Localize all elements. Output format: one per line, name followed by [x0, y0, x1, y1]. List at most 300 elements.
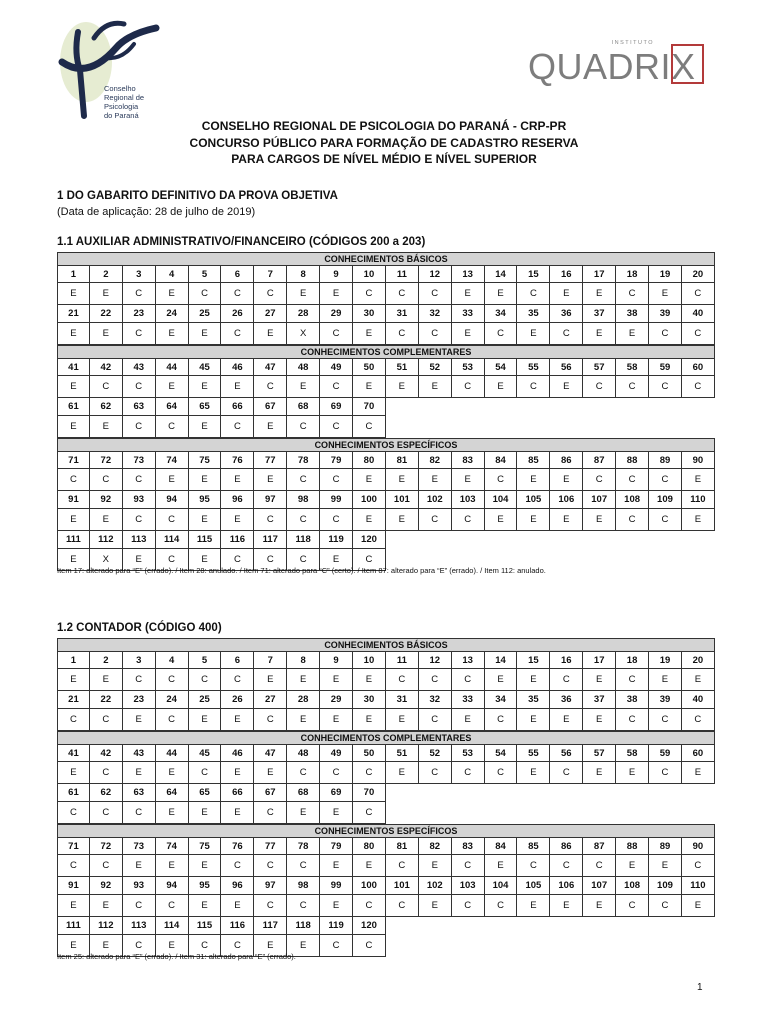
question-number-cell: 104	[485, 491, 518, 509]
header-line-1: CONSELHO REGIONAL DE PSICOLOGIA DO PARANÁ - CRP-PR	[201, 119, 567, 133]
page-number: 1	[697, 982, 703, 993]
answer-cell: C	[156, 895, 189, 917]
answer-cell: C	[616, 669, 649, 691]
answer-cell: C	[156, 509, 189, 531]
question-number-cell: 94	[156, 877, 189, 895]
answer-cell: E	[353, 509, 386, 531]
answer-cell: C	[682, 283, 715, 305]
answer-cell: C	[353, 549, 386, 571]
answer-cell: C	[485, 762, 518, 784]
question-number-cell: 56	[550, 358, 583, 376]
question-number-cell: 73	[123, 837, 156, 855]
answer-row	[57, 895, 715, 917]
answer-cell: C	[156, 709, 189, 731]
answer-cell: C	[320, 469, 353, 491]
answer-cell: E	[550, 709, 583, 731]
answer-cell: C	[123, 509, 156, 531]
question-number-cell: 69	[320, 398, 353, 416]
answer-cell: C	[221, 283, 254, 305]
question-number-cell: 89	[649, 837, 682, 855]
question-number-cell: 37	[583, 305, 616, 323]
answer-cell: C	[419, 762, 452, 784]
question-number-cell: 53	[452, 744, 485, 762]
answer-cell: C	[682, 376, 715, 398]
answer-cell: E	[57, 416, 90, 438]
answer-cell: E	[189, 549, 222, 571]
question-number-cell: 72	[90, 837, 123, 855]
question-number-cell: 1	[57, 651, 90, 669]
question-number-cell: 40	[682, 305, 715, 323]
answer-cell: E	[57, 935, 90, 957]
answer-cell: E	[221, 509, 254, 531]
answer-cell: C	[419, 323, 452, 345]
answer-cell: C	[485, 895, 518, 917]
answer-cell: E	[254, 323, 287, 345]
question-number-cell: 24	[156, 305, 189, 323]
question-number-cell: 120	[353, 531, 386, 549]
answer-cell: E	[189, 323, 222, 345]
question-number-cell: 41	[57, 744, 90, 762]
question-number-cell: 117	[254, 917, 287, 935]
answer-cell: E	[419, 895, 452, 917]
question-number-cell: 10	[353, 265, 386, 283]
answer-cell: E	[583, 283, 616, 305]
question-number-cell: 15	[517, 651, 550, 669]
sub1-note: Item 17: alterado para “E” (errado). / Item 28: anulado. / Item 71: alterado para “C” (certo). / Item 87: alterado para “E” (errado). / Item 112: anulado.	[57, 566, 546, 575]
question-number-cell: 113	[123, 531, 156, 549]
question-number-cell: 77	[254, 837, 287, 855]
answer-cell: E	[583, 709, 616, 731]
question-number-cell: 26	[221, 305, 254, 323]
question-number-cell: 25	[189, 691, 222, 709]
answer-cell: C	[287, 549, 320, 571]
section-band-especificos: CONHECIMENTOS ESPECÍFICOS	[57, 438, 715, 451]
question-number-cell: 4	[156, 265, 189, 283]
question-number-cell: 35	[517, 691, 550, 709]
question-number-row	[57, 651, 715, 669]
answer-cell: C	[57, 709, 90, 731]
question-number-cell: 49	[320, 744, 353, 762]
section-subtitle: (Data de aplicação: 28 de julho de 2019)	[57, 206, 256, 218]
answer-cell: E	[517, 669, 550, 691]
question-number-cell: 58	[616, 358, 649, 376]
answer-cell: C	[221, 669, 254, 691]
answer-cell: C	[419, 509, 452, 531]
answer-cell: C	[616, 709, 649, 731]
question-number-cell: 18	[616, 651, 649, 669]
question-number-cell: 97	[254, 491, 287, 509]
question-number-cell: 11	[386, 265, 419, 283]
question-number-cell: 64	[156, 398, 189, 416]
answer-cell: C	[452, 376, 485, 398]
question-number-cell: 16	[550, 265, 583, 283]
answer-cell: E	[320, 802, 353, 824]
question-number-cell: 14	[485, 265, 518, 283]
answer-row	[57, 283, 715, 305]
answer-cell: C	[353, 802, 386, 824]
question-number-cell: 44	[156, 358, 189, 376]
answer-cell: C	[386, 283, 419, 305]
answer-cell: C	[221, 935, 254, 957]
question-number-cell: 90	[682, 837, 715, 855]
answer-cell: E	[452, 283, 485, 305]
answer-cell: X	[90, 549, 123, 571]
question-number-row	[57, 877, 715, 895]
question-number-cell: 35	[517, 305, 550, 323]
question-number-cell: 66	[221, 398, 254, 416]
answer-cell: E	[583, 509, 616, 531]
answer-cell: C	[649, 709, 682, 731]
answer-cell: C	[189, 935, 222, 957]
answer-cell: E	[386, 709, 419, 731]
question-number-cell: 96	[221, 877, 254, 895]
answer-cell: C	[353, 895, 386, 917]
question-number-cell: 69	[320, 784, 353, 802]
question-number-cell: 73	[123, 451, 156, 469]
answer-cell: C	[682, 709, 715, 731]
question-number-cell: 119	[320, 531, 353, 549]
answer-cell: E	[287, 669, 320, 691]
question-number-cell: 30	[353, 691, 386, 709]
answer-cell: C	[254, 283, 287, 305]
answer-cell: C	[254, 509, 287, 531]
answer-cell: C	[550, 855, 583, 877]
answer-cell: E	[156, 283, 189, 305]
section-band-complementares: CONHECIMENTOS COMPLEMENTARES	[57, 731, 715, 744]
question-number-cell: 98	[287, 877, 320, 895]
question-number-cell: 29	[320, 305, 353, 323]
answer-grid-auxiliar	[57, 252, 715, 571]
answer-cell: C	[419, 709, 452, 731]
question-number-cell: 36	[550, 305, 583, 323]
question-number-cell: 102	[419, 877, 452, 895]
question-number-cell: 77	[254, 451, 287, 469]
answer-cell: E	[189, 802, 222, 824]
answer-cell: C	[57, 855, 90, 877]
question-number-row	[57, 358, 715, 376]
answer-cell: E	[123, 709, 156, 731]
answer-cell: C	[287, 762, 320, 784]
answer-cell: E	[57, 509, 90, 531]
answer-cell: E	[320, 895, 353, 917]
answer-cell: E	[254, 935, 287, 957]
question-number-cell: 100	[353, 491, 386, 509]
crp-logo	[58, 18, 168, 120]
answer-cell: C	[57, 802, 90, 824]
answer-cell: E	[649, 283, 682, 305]
question-number-cell: 97	[254, 877, 287, 895]
answer-cell: C	[616, 469, 649, 491]
answer-cell: E	[90, 283, 123, 305]
question-number-cell: 31	[386, 305, 419, 323]
answer-row	[57, 762, 715, 784]
answer-cell: E	[353, 855, 386, 877]
answer-row	[57, 416, 715, 438]
answer-cell: C	[386, 669, 419, 691]
answer-row	[57, 469, 715, 491]
question-number-cell: 8	[287, 651, 320, 669]
question-number-cell: 112	[90, 917, 123, 935]
answer-cell: E	[156, 855, 189, 877]
question-number-cell: 20	[682, 651, 715, 669]
question-number-cell: 57	[583, 358, 616, 376]
question-number-cell: 29	[320, 691, 353, 709]
answer-cell: E	[221, 802, 254, 824]
answer-cell: E	[254, 669, 287, 691]
answer-cell: E	[156, 802, 189, 824]
question-number-cell: 27	[254, 305, 287, 323]
question-number-cell: 114	[156, 531, 189, 549]
answer-cell: E	[57, 669, 90, 691]
sub2-title: 1.2 CONTADOR (CÓDIGO 400)	[57, 622, 222, 634]
answer-cell: E	[485, 509, 518, 531]
section-band-basicos: CONHECIMENTOS BÁSICOS	[57, 252, 715, 265]
question-number-cell: 115	[189, 531, 222, 549]
answer-cell: E	[123, 762, 156, 784]
answer-cell: E	[419, 376, 452, 398]
question-number-cell: 80	[353, 837, 386, 855]
answer-cell: E	[57, 283, 90, 305]
answer-cell: E	[616, 855, 649, 877]
sub2-note: Item 25: alterado para “E” (errado). / Item 31: alterado para “E” (errado).	[57, 952, 296, 961]
question-number-cell: 54	[485, 358, 518, 376]
question-number-cell: 101	[386, 491, 419, 509]
question-number-cell: 81	[386, 451, 419, 469]
answer-cell: C	[550, 323, 583, 345]
answer-cell: E	[682, 669, 715, 691]
answer-cell: E	[221, 469, 254, 491]
question-number-cell: 116	[221, 917, 254, 935]
question-number-cell: 82	[419, 451, 452, 469]
answer-cell: C	[583, 376, 616, 398]
question-number-cell: 108	[616, 877, 649, 895]
question-number-cell: 112	[90, 531, 123, 549]
answer-cell: E	[254, 469, 287, 491]
answer-cell: E	[221, 895, 254, 917]
answer-cell: C	[452, 762, 485, 784]
question-number-cell: 34	[485, 305, 518, 323]
question-number-cell: 66	[221, 784, 254, 802]
question-number-cell: 2	[90, 651, 123, 669]
answer-cell: C	[517, 855, 550, 877]
question-number-cell: 65	[189, 398, 222, 416]
answer-cell: E	[485, 283, 518, 305]
answer-cell: C	[287, 895, 320, 917]
question-number-cell: 22	[90, 691, 123, 709]
question-number-cell: 13	[452, 651, 485, 669]
question-number-cell: 6	[221, 651, 254, 669]
question-number-cell: 91	[57, 877, 90, 895]
answer-cell: C	[452, 895, 485, 917]
answer-cell: C	[616, 376, 649, 398]
answer-cell: E	[583, 762, 616, 784]
answer-cell: C	[649, 376, 682, 398]
question-number-cell: 45	[189, 358, 222, 376]
question-number-cell: 80	[353, 451, 386, 469]
answer-cell: E	[320, 283, 353, 305]
question-number-cell: 87	[583, 837, 616, 855]
question-number-cell: 11	[386, 651, 419, 669]
answer-cell: E	[452, 709, 485, 731]
section-band-basicos: CONHECIMENTOS BÁSICOS	[57, 638, 715, 651]
question-number-cell: 42	[90, 358, 123, 376]
answer-cell: E	[287, 376, 320, 398]
question-number-cell: 116	[221, 531, 254, 549]
question-number-cell: 17	[583, 265, 616, 283]
question-number-cell: 74	[156, 837, 189, 855]
answer-row	[57, 669, 715, 691]
question-number-cell: 38	[616, 305, 649, 323]
answer-cell: C	[123, 802, 156, 824]
question-number-cell: 93	[123, 491, 156, 509]
question-number-cell: 19	[649, 265, 682, 283]
question-number-cell: 70	[353, 398, 386, 416]
question-number-cell: 41	[57, 358, 90, 376]
question-number-cell: 9	[320, 651, 353, 669]
answer-grid-contador	[57, 638, 715, 957]
answer-cell: E	[221, 709, 254, 731]
question-number-row	[57, 305, 715, 323]
question-number-cell: 58	[616, 744, 649, 762]
answer-cell: C	[90, 469, 123, 491]
question-number-cell: 55	[517, 358, 550, 376]
answer-cell: E	[254, 762, 287, 784]
question-number-cell: 47	[254, 358, 287, 376]
answer-cell: E	[517, 509, 550, 531]
answer-cell: E	[254, 416, 287, 438]
answer-cell: E	[189, 416, 222, 438]
answer-cell: E	[221, 376, 254, 398]
answer-cell: C	[452, 509, 485, 531]
question-number-cell: 3	[123, 651, 156, 669]
question-number-cell: 10	[353, 651, 386, 669]
question-number-cell: 46	[221, 744, 254, 762]
question-number-cell: 18	[616, 265, 649, 283]
question-number-cell: 64	[156, 784, 189, 802]
question-number-cell: 1	[57, 265, 90, 283]
question-number-cell: 61	[57, 784, 90, 802]
answer-cell: E	[156, 376, 189, 398]
answer-cell: C	[649, 469, 682, 491]
question-number-cell: 49	[320, 358, 353, 376]
answer-cell: C	[649, 895, 682, 917]
question-number-cell: 7	[254, 651, 287, 669]
answer-cell: C	[123, 669, 156, 691]
question-number-cell: 32	[419, 691, 452, 709]
answer-cell: E	[517, 762, 550, 784]
answer-cell: E	[419, 469, 452, 491]
question-number-cell: 115	[189, 917, 222, 935]
question-number-cell: 52	[419, 744, 452, 762]
question-number-cell: 72	[90, 451, 123, 469]
question-number-cell: 43	[123, 358, 156, 376]
answer-cell: C	[221, 416, 254, 438]
question-number-cell: 88	[616, 837, 649, 855]
question-number-cell: 3	[123, 265, 156, 283]
answer-cell: E	[221, 762, 254, 784]
answer-cell: E	[189, 469, 222, 491]
answer-cell: E	[90, 509, 123, 531]
document-header	[0, 118, 768, 168]
answer-cell: E	[452, 323, 485, 345]
answer-cell: E	[616, 323, 649, 345]
answer-cell: E	[682, 895, 715, 917]
answer-cell: C	[189, 283, 222, 305]
question-number-cell: 34	[485, 691, 518, 709]
question-number-cell: 30	[353, 305, 386, 323]
answer-cell: C	[90, 802, 123, 824]
answer-cell: E	[57, 323, 90, 345]
question-number-cell: 76	[221, 451, 254, 469]
question-number-cell: 65	[189, 784, 222, 802]
answer-cell: C	[254, 376, 287, 398]
answer-cell: C	[57, 469, 90, 491]
answer-cell: C	[221, 855, 254, 877]
answer-cell: C	[123, 935, 156, 957]
answer-cell: E	[386, 469, 419, 491]
answer-cell: C	[156, 669, 189, 691]
answer-cell: E	[189, 376, 222, 398]
question-number-cell: 27	[254, 691, 287, 709]
question-number-cell: 26	[221, 691, 254, 709]
section-band-especificos: CONHECIMENTOS ESPECÍFICOS	[57, 824, 715, 837]
answer-cell: C	[583, 855, 616, 877]
answer-cell: C	[123, 895, 156, 917]
question-number-cell: 83	[452, 451, 485, 469]
question-number-cell: 62	[90, 784, 123, 802]
answer-cell: E	[189, 895, 222, 917]
answer-cell: E	[189, 509, 222, 531]
question-number-cell: 53	[452, 358, 485, 376]
question-number-cell: 101	[386, 877, 419, 895]
answer-cell: E	[189, 855, 222, 877]
question-number-cell: 48	[287, 744, 320, 762]
answer-cell: C	[320, 935, 353, 957]
question-number-cell: 92	[90, 877, 123, 895]
answer-cell: E	[189, 709, 222, 731]
answer-cell: E	[287, 802, 320, 824]
question-number-cell: 67	[254, 398, 287, 416]
answer-cell: C	[156, 416, 189, 438]
question-number-cell: 71	[57, 451, 90, 469]
header-line-2: CONCURSO PÚBLICO PARA FORMAÇÃO DE CADASTRO RESERVA	[189, 135, 579, 150]
question-number-row	[57, 531, 715, 549]
question-number-cell: 17	[583, 651, 616, 669]
question-number-cell: 70	[353, 784, 386, 802]
answer-cell: E	[485, 376, 518, 398]
question-number-row	[57, 398, 715, 416]
answer-cell: C	[386, 895, 419, 917]
question-number-cell: 45	[189, 744, 222, 762]
answer-cell: C	[517, 376, 550, 398]
question-number-cell: 106	[550, 877, 583, 895]
answer-row	[57, 855, 715, 877]
question-number-cell: 117	[254, 531, 287, 549]
answer-cell: E	[386, 509, 419, 531]
question-number-cell: 39	[649, 691, 682, 709]
answer-cell: C	[254, 855, 287, 877]
question-number-cell: 48	[287, 358, 320, 376]
answer-cell: E	[156, 935, 189, 957]
question-number-cell: 85	[517, 837, 550, 855]
answer-cell: C	[353, 416, 386, 438]
answer-cell: C	[254, 895, 287, 917]
answer-cell: E	[353, 323, 386, 345]
answer-cell: E	[682, 762, 715, 784]
answer-cell: E	[90, 935, 123, 957]
answer-cell: E	[616, 762, 649, 784]
question-number-row	[57, 691, 715, 709]
